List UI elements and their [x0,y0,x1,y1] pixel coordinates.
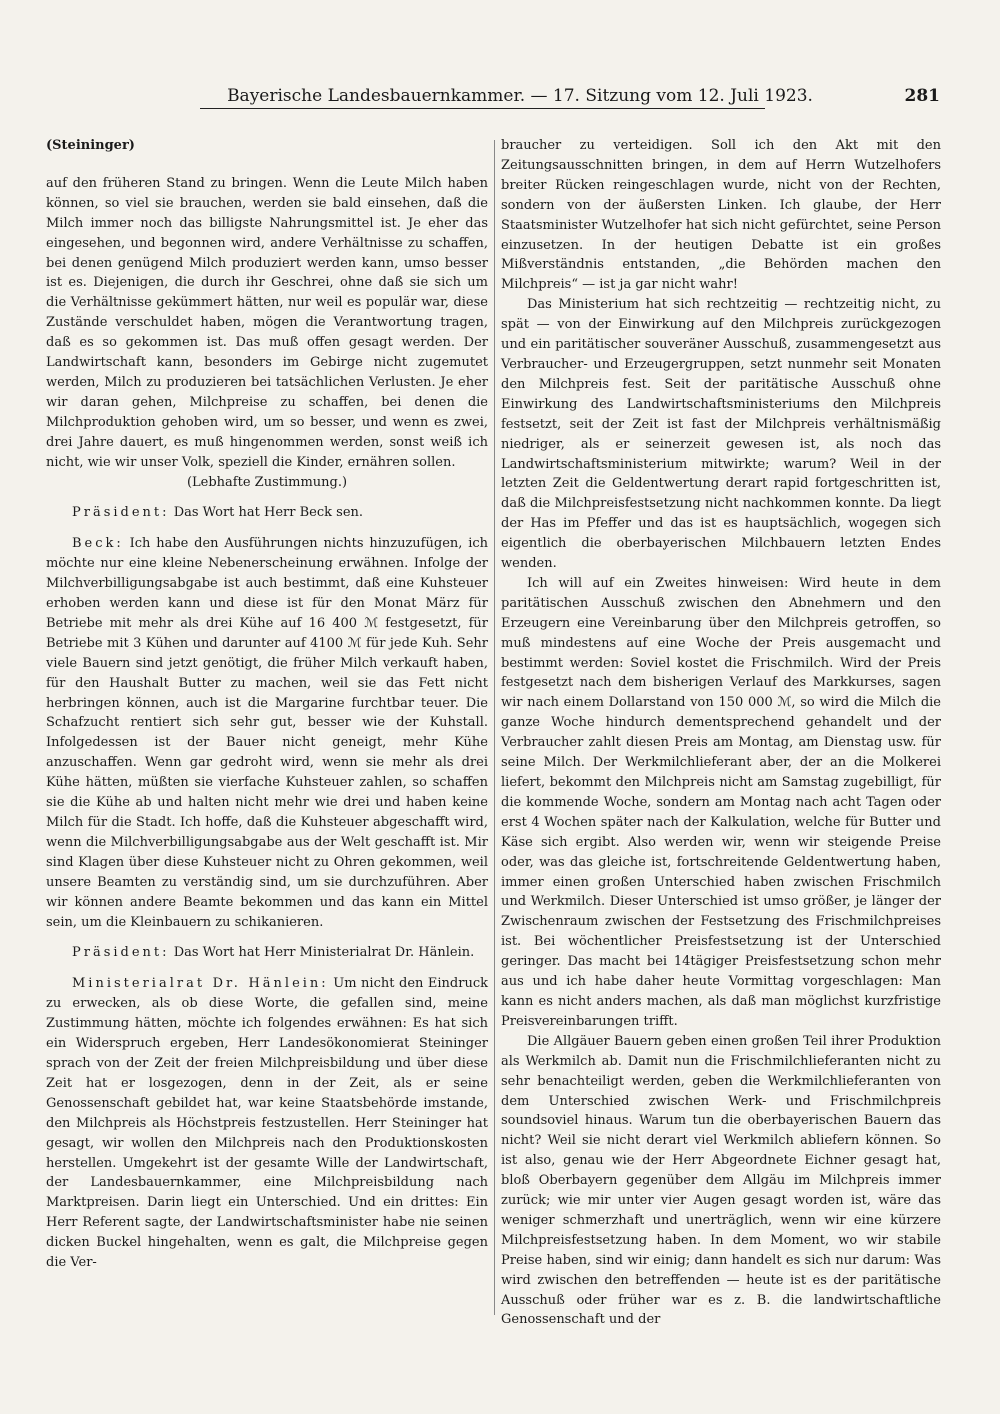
paragraph [46,534,488,932]
speaker-name: Präsident: [72,945,170,961]
speaker-name: Ministerialrat Dr. Hänlein: [72,976,329,992]
paragraph: Ich will auf ein Zweites hinweisen: Wird heute in dem paritätischen Ausschuß zwischen den Abnehmern und den Erzeugern eine Vereinbarung über den Milchpreis getroffen, so muß mindestens auf eine Woche der Preis ausgemacht und bestimmt werden: Soviel kostet die Frischmilch. Wird der Preis festgesetzt nach dem bisherigen Verlauf des Markkurses, sagen wir nach einem Dollarstand von 150 000 ℳ, so wird die Milch die ganze Woche hindurch dementsprechend gehandelt und der Verbraucher zahlt diesen Preis am Montag, am Dienstag usw. für seine Milch. Der Werkmilchlieferant aber, der an die Molkerei liefert, bekommt den Milchpreis nicht am Samstag zugebilligt, für die kommende Woche, sondern am Montag nach acht Tagen oder erst 4 Wochen später nach der Kalkulation, welche für Butter und Käse sich ergibt. Also werden wir, wenn wir steigende Preise oder, was das gleiche ist, fortschreitende Geldentwertung haben, immer einen großen Unterschied haben zwischen Frischmilch und Werkmilch. Dieser Unterschied ist umso größer, je länger der Zwischenraum zwischen der Festsetzung des Frischmilchpreises ist. Bei wöchentlicher Preisfestsetzung ist der Unterschied geringer. Das macht bei 14tägiger Preisfestsetzung schon mehr aus und ich habe daher heute Vormittag vorgeschlagen: Man kann es nicht anders machen, als daß man möglichst kurzfristige Preisvereinbarungen trifft. [501,575,941,1029]
header-rule [200,108,765,109]
paragraph-text: Das Wort hat Herr Ministerialrat Dr. Hänlein. [173,945,475,961]
running-title: Bayerische Landesbauernkammer. — 17. Sitzung vom 12. Juli 1923. [227,86,813,106]
speaker-name: Beck: [72,536,124,552]
paragraph [46,503,488,523]
applause-note: (Lebhafte Zustimmung.) [186,474,348,490]
page-number: 281 [904,86,940,106]
paragraph: braucher zu verteidigen. Soll ich den Akt mit den Zeitungsausschnitten bringen, in dem auf Herrn Wutzelhofers breiter Rücken reingeschlagen wurde, nicht von der Rechten, sondern von der äußersten Linken. Ich glaube, der Herr Staatsminister Wutzelhofer hat sich nicht gefürchtet, seine Person einzusetzen. In der heutigen Debatte ist ein großes Mißverständnis entstanden, „die Behörden machen den Milchpreis“ — ist ja gar nicht wahr! [501,138,941,293]
column-divider [494,140,495,1315]
left-column [46,136,488,1316]
paragraph: auf den früheren Stand zu bringen. Wenn die Leute Milch haben können, so viel sie brauchen, werden sie bald einsehen, daß die Milch immer noch das billigste Nahrungsmittel ist. Je eher das eingesehen, und begonnen wird, andere Verhältnisse zu schaffen, bei denen genügend Milch produziert werden kann, umso besser ist es. Diejenigen, die durch ihr Geschrei, ohne daß sie sich um die Verhältnisse gekümmert hätten, nur weil es populär war, diese Zustände verschuldet haben, mögen die Verantwortung tragen, daß es so gekommen ist. Das muß offen gesagt werden. Der Landwirtschaft kann, besonders im Gebirge nicht zugemutet werden, Milch zu produzieren bei tatsächlichen Verlusten. Je eher wir daran gehen, Milchpreise zu schaffen, bei denen die Milchproduktion gehoben wird, um so besser, und wenn es zwei, drei Jahre dauert, es muß hingenommen werden, sonst weiß ich nicht, wie wir unser Volk, speziell die Kinder, ernähren sollen. [46,175,488,470]
page-header [40,86,940,114]
paragraph [46,943,488,963]
paragraph [46,974,488,1273]
paragraph: Das Ministerium hat sich rechtzeitig — rechtzeitig nicht, zu spät — von der Einwirkung auf den Milchpreis zurückgezogen und ein paritätischer souveräner Ausschuß, zusammengesetzt aus Verbraucher- und Erzeugergruppen, setzt nunmehr seit Monaten den Milchpreis fest. Seit der paritätische Ausschuß ohne Einwirkung des Landwirtschaftsministeriums den Milchpreis festsetzt, seit der Zeit ist fast der Milchpreis verhältnismäßig niedriger, als er seinerzeit gewesen ist, als noch das Landwirtschaftsministerium mitwirkte; warum? Weil in der letzten Zeit die Geldentwertung derart rapid fortgeschritten ist, daß die Milchpreisfestsetzung nicht nachkommen konnte. Da liegt der Has im Pfeffer und das ist es hauptsächlich, wogegen sich eigentlich die oberbayerischen Milchbauern letzten Endes wenden. [501,297,941,572]
speaker-label: (Steininger) [46,138,135,153]
right-column [501,136,941,1328]
paragraph-text: Ich habe den Ausführungen nichts hinzuzufügen, ich möchte nur eine kleine Nebenerscheinung erwähnen. Infolge der Milchverbilligungsabgabe ist auch bestimmt, daß eine Kuhsteuer erhoben werden kann und diese ist für den Monat März für Betriebe mit mehr als drei Kühe auf 16 400 ℳ festgesetzt, für Betriebe mit 3 Kühen und darunter auf 4100 ℳ für jede Kuh. Sehr viele Bauern sind jetzt genötigt, die früher Milch verkauft haben, für den Haushalt Butter zu machen, weil sie das Fett nicht herbringen können, auch ist die Margarine furchtbar teuer. Die Schafzucht rentiert sich sehr gut, besser wie der Kuhstall. Infolgedessen ist der Bauer nicht geneigt, mehr Kühe anzuschaffen. Wenn gar gedroht wird, wenn sie mehr als drei Kühe hätten, müßten sie vierfache Kuhsteuer zahlen, so schaffen sie die Kühe ab und halten nicht mehr wie drei und haben keine Milch für die Stadt. Ich hoffe, daß die Kuhsteuer abgeschafft wird, wenn die Milchverbilligungsabgabe aus der Welt geschafft ist. Mir sind Klagen über diese Kuhsteuer nicht zu Ohren gekommen, weil unsere Beamten zu verständig sind, um sie durchzuführen. Aber wir können andere Beamte bekommen und das kann ein Mittel sein, um die Kleinbauern zu schikanieren. [46,536,488,930]
paragraph-text: Um nicht den Eindruck zu erwecken, als ob diese Worte, die gefallen sind, meine Zustimmung hätten, möchte ich folgendes erwähnen: Es hat sich ein Widerspruch ergeben, Herr Landesökonomierat Steininger sprach von der Zeit der freien Milchpreisbildung und über diese Zeit hat er losgezogen, denn in der Zeit, als er seine Genossenschaft gebildet hat, war keine Staatsbehörde imstande, den Milchpreis als Höchstpreis festzustellen. Herr Steininger hat gesagt, wir wollen den Milchpreis nach den Produktionskosten herstellen. Umgekehrt ist der gesamte Wille der Landwirtschaft, der Landesbauernkammer, eine Milchpreisbildung nach Marktpreisen. Darin liegt ein Unterschied. Und ein drittes: Ein Herr Referent sagte, der Landwirtschaftsminister habe nie seinen dicken Buckel hingehalten, wenn es galt, die Milchpreise gegen die Ver- [46,976,489,1271]
speaker-name: Präsident: [72,505,170,521]
paragraph: Die Allgäuer Bauern geben einen großen Teil ihrer Produktion als Werkmilch ab. Damit nun die Frischmilchlieferanten nicht zu sehr benachteiligt werden, geben die Werkmilchlieferanten von dem Unterschied zwischen Werk- und Frischmilchpreis soundsoviel hinaus. Warum tun die oberbayerischen Bauern das nicht? Weil sie nicht derart viel Werkmilch abliefern können. So ist also, genau wie der Herr Abgeordnete Eichner gesagt hat, bloß Oberbayern gegenüber dem Allgäu im Milchpreis immer zurück; wie mir unter vier Augen gesagt worden ist, wäre das weniger schmerzhaft und unerträglich, wenn wir eine kürzere Milchpreisfestsetzung haben. In dem Moment, wo wir stabile Preise haben, sind wir einig; dann handelt es sich nur darum: Was wird zwischen den betreffenden — heute ist es der paritätische Ausschuß oder früher war es z. B. die landwirtschaftliche Genossenschaft und der [501,1033,941,1328]
paragraph-text: Das Wort hat Herr Beck sen. [173,505,364,521]
